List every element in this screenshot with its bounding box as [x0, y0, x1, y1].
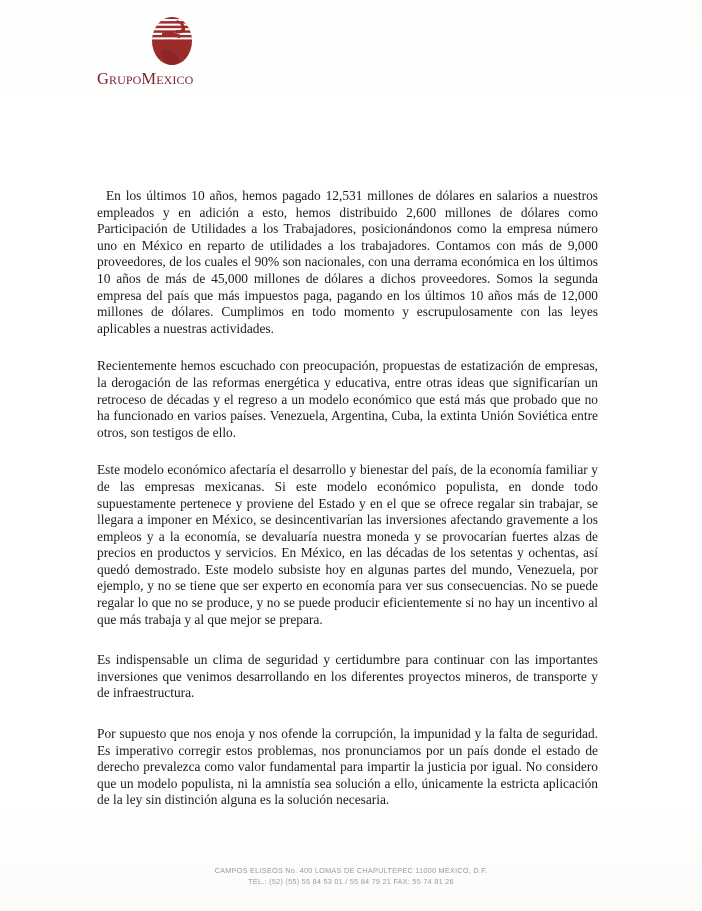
letter-paragraph: En los últimos 10 años, hemos pagado 12,531 millones de dólares en salarios a nuestros empleados y en adición a esto, hemos distribuido 2,600 millones de dólares como Participación de Utilidades a los Trabajadores, posicionándonos como la empresa número uno en México en reparto de utilidades a los trabajadores. Contamos con más de 9,000 proveedores, de los cuales el 90% son nacionales, con una derrama económica en los últimos 10 años de más de 45,000 millones de dólares a dichos proveedores. Somos la segunda empresa del país que más impuestos paga, pagando en los últimos 10 años más de 12,000 millones de dólares. Cumplimos en todo momento y escrupulosamente con las leyes aplicables a nuestras actividades. — [97, 188, 598, 336]
letterhead — [97, 16, 297, 88]
grupo-mexico-emblem-icon — [143, 16, 201, 68]
footer-address: CAMPOS ELISEOS No. 400 LOMAS DE CHAPULTEPEC 11000 MEXICO, D.F. — [214, 866, 488, 875]
grupo-mexico-wordmark: GrupoMexico — [97, 69, 194, 88]
letter-paragraph: Por supuesto que nos enoja y nos ofende la corrupción, la impunidad y la falta de seguridad. Es imperativo corregir estos problemas, nos pronunciamos por un país donde el estado de derecho prevalezca como valor fundamental para impartir la justicia por igual. No considero que un modelo populista, ni la amnistía sea solución a ello, únicamente la estricta aplicación de la ley sin distinción alguna es la solución necesaria. — [97, 726, 598, 808]
letter-paragraph: Este modelo económico afectaría el desarrollo y bienestar del país, de la economía familiar y de las empresas mexicanas. Si este modelo económico populista, en donde todo supuestamente pertenece y proviene del Estado y en el que se ofrece regalar sin trabajar, se llegara a imponer en México, se desincentivarían las inversiones afectando gravemente a los empleos y a la economía, se devaluaría nuestra moneda y se provocarían fuertes alzas de precios en productos y servicios. En México, en las décadas de los setentas y ochentas, así quedó demostrado. Este modelo subsiste hoy en algunas partes del mundo, Venezuela, por ejemplo, y no se tiene que ser experto en economía para ver sus consecuencias. No se puede regalar lo que no se produce, y no se puede producir eficientemente si no hay un incentivo al que más trabaja y al que mejor se prepara. — [97, 462, 598, 627]
footer-contact: TEL.: (52) (55) 55 84 53 01 / 55 84 79 21 FAX: 55 74 81 26 — [248, 876, 454, 886]
letter-paragraph: Es indispensable un clima de seguridad y certidumbre para continuar con las importantes inversiones que venimos desarrollando en los diferentes proyectos mineros, de transporte y de infraestructura. — [97, 652, 598, 701]
document-footer — [0, 866, 702, 887]
letter-paragraph: Recientemente hemos escuchado con preocupación, propuestas de estatización de empresas, la derogación de las reformas energética y educativa, entre otras ideas que significarían un retroceso de décadas y el regreso a un modelo económico que está más que probado que no ha funcionado en varios países. Venezuela, Argentina, Cuba, la extinta Unión Soviética entre otros, son testigos de ello. — [97, 358, 598, 440]
letter-body — [97, 188, 598, 809]
